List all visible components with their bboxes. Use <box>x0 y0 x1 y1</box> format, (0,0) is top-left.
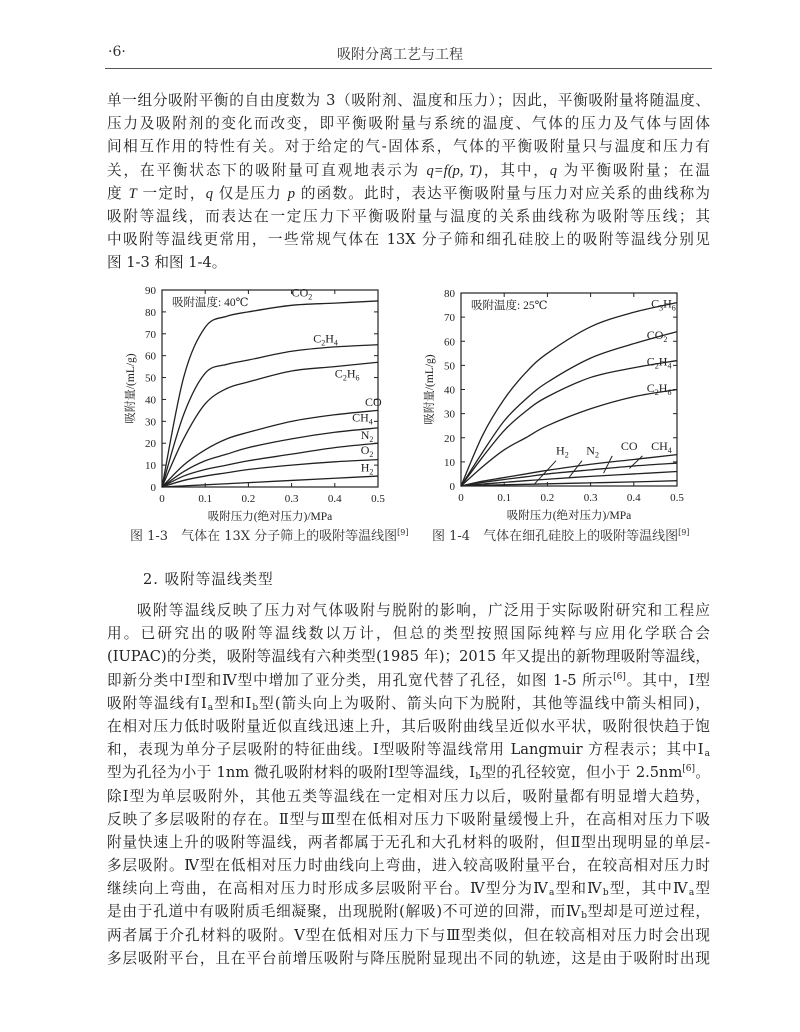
label-part: H <box>346 366 356 381</box>
y-axis-label: 吸附量/(mL/g) <box>424 354 436 425</box>
text-segment: ，其中， <box>482 161 550 179</box>
label-part: O <box>360 443 370 458</box>
text-line <box>107 854 710 877</box>
series-label-co <box>621 439 638 453</box>
text-line <box>107 877 710 900</box>
label-part: C <box>651 296 660 311</box>
citation-ref: [6] <box>682 764 696 775</box>
text-segment: 中吸附等温线更常用，一些常规气体在 13X 分子筛和细孔硅胶上的吸附等温线分别见 <box>107 231 710 249</box>
subscript: b <box>602 888 609 899</box>
x-tick-label: 0.5 <box>371 493 385 505</box>
series-label-c2h6 <box>647 381 672 397</box>
leader-line-ch4 <box>629 456 642 469</box>
text-line <box>107 645 710 668</box>
y-axis-label: 吸附量/(mL/g) <box>125 353 137 424</box>
y-tick-label: 80 <box>444 288 455 300</box>
label-part: 2 <box>369 434 374 444</box>
y-tick-label: 50 <box>145 372 156 385</box>
x-tick-label: 0.3 <box>583 492 598 504</box>
y-tick-label: 90 <box>145 285 156 297</box>
text-line <box>107 228 710 251</box>
citation-ref: [9] <box>397 528 409 537</box>
text-line <box>107 622 710 645</box>
series-label-o2 <box>361 443 374 459</box>
series-line-co <box>461 463 677 486</box>
text-line <box>107 112 710 135</box>
text-segment: 用。已研究出的吸附等温线数以万计，但总的类型按照国际纯粹与应用化学联合会 <box>107 625 710 643</box>
text-line <box>107 669 710 692</box>
text-segment: (IUPAC)的分类，吸附等温线有六种类型(1985 年)；2015 年又提出的新物理吸附等温线， <box>107 648 710 666</box>
text-segment: 吸附等温线反映了压力对气体吸附与脱附的影响，广泛用于实际吸附研究和工程应 <box>137 602 710 619</box>
text-line <box>107 785 710 808</box>
text-segment: 型，其中Ⅳ <box>608 880 689 898</box>
series-label-h2 <box>556 444 569 460</box>
subscript: b <box>475 772 482 783</box>
text-segment: 在相对压力低时吸附量近似直线迅速上升，其后吸附曲线呈近似水平状，吸附很快趋于饱 <box>107 717 710 735</box>
text-segment: 单一组分吸附平衡的自由度数为 3（吸附剂、温度和压力）；因此，平衡吸附量将随温度、 <box>107 92 710 109</box>
x-tick-label: 0 <box>159 493 165 505</box>
text-line <box>107 738 710 761</box>
x-tick-label: 0.3 <box>284 493 299 505</box>
label-part: N <box>586 443 595 458</box>
y-tick-label: 80 <box>145 306 156 319</box>
math-variable: T <box>128 185 137 202</box>
math-variable: q <box>205 185 213 202</box>
label-part: 2 <box>654 361 659 371</box>
text-segment: 型却是可逆过程， <box>586 903 710 921</box>
x-axis-label: 吸附压力(绝对压力)/MPa <box>506 510 632 522</box>
x-tick-label: 0.5 <box>670 492 684 504</box>
y-tick-label: 70 <box>145 328 156 341</box>
label-part: 2 <box>564 450 569 460</box>
figure-1-3-caption <box>130 525 408 544</box>
text-line <box>107 89 710 112</box>
label-part: H <box>663 296 672 311</box>
label-part: 3 <box>659 303 664 313</box>
text-segment: 为平衡吸附量；在温 <box>557 161 710 179</box>
series-label-co2 <box>292 286 313 302</box>
label-part: H <box>360 460 370 475</box>
x-tick-label: 0.4 <box>626 492 641 504</box>
series-line-o2 <box>162 460 378 487</box>
citation-ref: [6] <box>613 671 626 682</box>
label-part: 2 <box>654 387 659 397</box>
text-line <box>107 251 710 274</box>
label-part: C <box>334 366 343 381</box>
text-segment: 。 <box>695 764 710 782</box>
section-heading: 2. 吸附等温线类型 <box>143 571 274 588</box>
text-segment: 一定时， <box>136 184 206 202</box>
text-segment: 型的孔径较宽，但小于 2.5nm <box>481 764 683 782</box>
label-part: C <box>313 331 322 346</box>
y-tick-label: 30 <box>145 416 156 429</box>
page-number: ·6· <box>108 44 126 60</box>
caption-text: 图 1-4 气体在细孔硅胶上的吸附等温线图 <box>432 529 679 544</box>
series-label-ch4 <box>352 410 373 426</box>
label-part: CH <box>352 410 369 425</box>
label-part: 2 <box>342 373 347 383</box>
y-tick-label: 40 <box>444 384 455 397</box>
text-line <box>107 159 710 182</box>
series-label-h2 <box>361 461 374 477</box>
figure-1-3-chart <box>120 280 410 550</box>
leader-line-co <box>604 456 613 473</box>
text-line <box>107 900 710 923</box>
figure-1-4-caption <box>432 525 689 544</box>
text-line <box>107 135 710 158</box>
text-segment: 反映了多层吸附的存在。Ⅱ型与Ⅲ型在低相对压力下吸附量缓慢上升，在高相对压力下吸 <box>107 810 710 828</box>
math-variable: p <box>287 185 296 202</box>
text-segment: 型为孔径为小于 1nm 微孔吸附材料的吸附Ⅰ型等温线，Ⅰ <box>107 764 476 782</box>
y-tick-label: 70 <box>444 312 455 325</box>
y-tick-label: 0 <box>150 482 156 494</box>
series-label-c2h6 <box>335 367 360 383</box>
x-tick-label: 0.1 <box>497 492 512 504</box>
text-segment: 仅是压力 <box>212 184 288 202</box>
x-tick-label: 0.4 <box>327 493 342 505</box>
text-segment: 多层吸附。Ⅳ型在低相对压力时曲线向上弯曲，进入较高吸附量平台，在较高相对压力时 <box>107 857 710 875</box>
label-part: 6 <box>671 303 676 313</box>
series-label-n2 <box>586 444 599 460</box>
text-line <box>107 715 710 738</box>
text-segment: 的函数。此时，表达平衡吸附量与压力对应关系的曲线称为 <box>295 184 710 202</box>
label-part: N <box>360 427 370 442</box>
x-axis-label: 吸附压力(绝对压力)/MPa <box>207 511 333 523</box>
label-part: 2 <box>369 467 374 477</box>
text-segment: 除Ⅰ型为单层吸附外，其他五类等温线在一定相对压力以后，吸附量都有明显增大趋势， <box>107 787 710 805</box>
label-part: 2 <box>369 450 374 460</box>
x-tick-label: 0.2 <box>241 493 256 505</box>
paragraph-2 <box>107 599 710 970</box>
text-segment: 图 1-3 和图 1-4。 <box>107 254 227 272</box>
text-segment: 型和Ⅳ <box>554 880 603 898</box>
label-part: C <box>646 354 655 369</box>
y-tick-label: 20 <box>444 432 455 445</box>
series-line-co2 <box>461 332 677 486</box>
text-line <box>107 205 710 228</box>
citation-ref: [9] <box>678 528 690 537</box>
y-tick-label: 40 <box>145 394 156 407</box>
header-rule <box>105 68 712 69</box>
label-part: CO <box>646 327 664 342</box>
series-line-co2 <box>162 301 378 487</box>
label-part: 6 <box>667 387 672 397</box>
label-part: 4 <box>667 361 672 371</box>
label-part: 2 <box>594 450 599 460</box>
subscript: a <box>549 888 555 899</box>
temperature-annotation: 吸附温度: 25℃ <box>471 300 548 312</box>
text-segment: 即新分类中Ⅰ型和Ⅳ型中增加了亚分类，用孔宽代替了孔径，如图 1-5 所示 <box>107 671 614 689</box>
text-segment: 型 <box>694 880 710 898</box>
label-part: H <box>658 380 668 395</box>
text-segment: 继续向上弯曲，在高相对压力时形成多层吸附平台。Ⅳ型分为Ⅳ <box>107 880 549 898</box>
text-segment: 型和Ⅰ <box>213 694 253 712</box>
text-segment: 。其中，Ⅰ型 <box>625 671 710 689</box>
y-tick-label: 20 <box>145 438 156 451</box>
paragraph-1 <box>107 89 710 275</box>
text-segment: 多层吸附平台，且在平台前增压吸附与降压脱附显现出不同的轨迹，这是由于吸附时出现 <box>107 949 710 967</box>
series-label-c2h4 <box>313 332 338 348</box>
caption-text: 图 1-3 气体在 13X 分子筛上的吸附等温线图 <box>130 529 398 544</box>
text-line <box>107 761 710 784</box>
text-segment: 间相互作用的特性有关。对于给定的气-固体系，气体的平衡吸附量只与温度和压力有 <box>107 138 710 156</box>
series-line-co <box>162 410 378 487</box>
leader-line-n2 <box>569 461 582 478</box>
label-part: 2 <box>663 334 668 344</box>
temperature-annotation: 吸附温度: 40℃ <box>172 297 249 309</box>
y-tick-label: 60 <box>444 336 455 349</box>
text-segment: 是由于孔道中有吸附质毛细凝聚，出现脱附(解吸)不可逆的回滞，而Ⅳ <box>107 903 582 921</box>
text-line <box>107 947 710 970</box>
y-tick-label: 10 <box>145 460 156 473</box>
x-tick-label: 0.1 <box>198 493 213 505</box>
series-label-c2h4 <box>647 354 672 370</box>
running-title: 吸附分离工艺与工程 <box>337 47 463 63</box>
label-part: 4 <box>368 417 373 427</box>
series-label-co2 <box>647 328 668 344</box>
label-part: 2 <box>321 338 326 348</box>
text-line <box>107 692 710 715</box>
figure-1-4-chart <box>420 280 710 550</box>
label-part: H <box>556 443 565 458</box>
y-tick-label: 0 <box>449 481 455 493</box>
label-part: CO <box>365 395 382 410</box>
label-part: 4 <box>667 445 672 455</box>
y-tick-label: 50 <box>444 360 455 373</box>
text-segment: 度 <box>107 184 129 202</box>
text-segment: 两者属于介孔材料的吸附。Ⅴ型在低相对压力下与Ⅲ型类似，但在较高相对压力时会出现 <box>107 926 710 944</box>
text-line <box>107 182 710 205</box>
math-variable: q <box>549 162 558 179</box>
label-part: 4 <box>333 338 338 348</box>
y-tick-label: 60 <box>145 350 156 363</box>
text-line <box>107 831 710 854</box>
text-line <box>107 924 710 947</box>
text-line <box>107 599 710 622</box>
x-tick-label: 0 <box>458 492 464 504</box>
figure-1-4-svg <box>420 280 710 550</box>
label-part: H <box>325 331 334 346</box>
y-tick-label: 10 <box>444 456 455 469</box>
series-label-n2 <box>361 428 374 444</box>
subscript: b <box>581 911 587 922</box>
subscript: a <box>207 702 214 713</box>
series-label-co <box>365 395 382 409</box>
label-part: C <box>646 380 655 395</box>
label-part: CO <box>620 438 638 453</box>
text-segment: 吸附等温线有Ⅰ <box>107 694 208 712</box>
subscript: b <box>252 702 259 713</box>
series-label-ch4 <box>651 439 672 455</box>
text-segment: 附量快速上升的吸附等温线，两者都属于无孔和大孔材料的吸附，但Ⅱ型出现明显的单层- <box>107 833 710 851</box>
label-part: 2 <box>308 292 313 302</box>
label-part: CO <box>291 285 309 300</box>
text-segment: 关，在平衡状态下的吸附量可直观地表示为 <box>107 161 427 179</box>
subscript: a <box>688 888 695 899</box>
subscript: a <box>704 749 710 760</box>
y-tick-label: 30 <box>444 408 455 421</box>
label-part: 6 <box>355 373 360 383</box>
text-segment: 压力及吸附剂的变化而改变，即平衡吸附量与系统的温度、气体的压力及气体与固体 <box>107 115 710 133</box>
series-label-c3h6 <box>651 296 676 312</box>
text-segment: 和，表现为单分子层吸附的特征曲线。Ⅰ型吸附等温线常用 Langmuir 方程表示；其中Ⅰ <box>107 741 705 759</box>
text-segment: 吸附等温线，而表达在一定压力下平衡吸附量与温度的关系曲线称为吸附等压线；其 <box>107 207 710 225</box>
math-variable: q=f(p, T) <box>426 162 483 179</box>
text-line <box>107 808 710 831</box>
label-part: H <box>658 354 668 369</box>
figure-1-3-svg <box>120 280 410 550</box>
text-segment: 型(箭头向上为吸附、箭头向下为脱附，其他等温线中箭头相同)， <box>258 694 710 712</box>
label-part: CH <box>651 438 668 453</box>
x-tick-label: 0.2 <box>540 492 555 504</box>
